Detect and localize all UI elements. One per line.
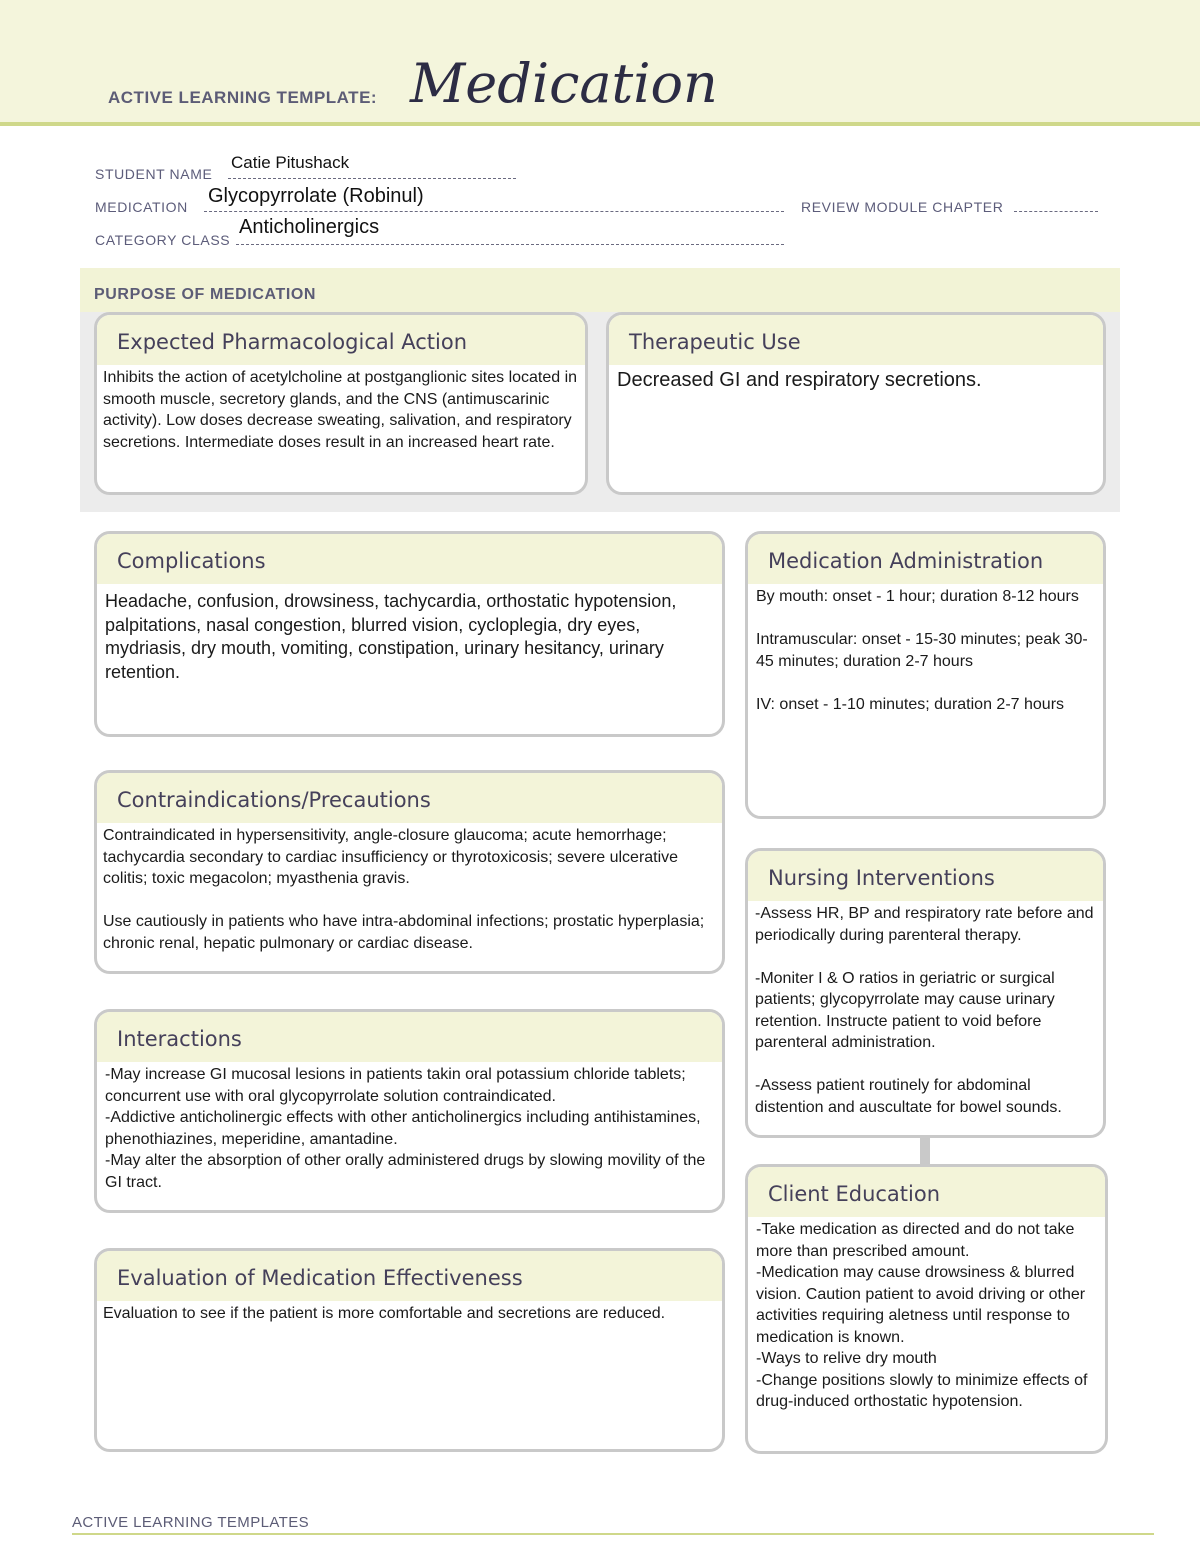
client-education-box — [745, 1164, 1108, 1454]
complications-text[interactable]: Headache, confusion, drowsiness, tachycardia, orthostatic hypotension, palpitations, nasal congestion, blurred vision, cycloplegia, dry eyes, mydriasis, dry mouth, vomiting, constipation, urinary hesitancy, urinary retention. — [105, 591, 677, 682]
student-name-field[interactable]: Catie Pitushack — [231, 153, 350, 172]
medication-administration-heading: Medication Administration — [748, 534, 1103, 584]
contraindications-text[interactable]: Contraindicated in hypersensitivity, angle-closure glaucoma; acute hemorrhage; tachycardia secondary to cardiac insufficiency or thyrotoxicosis; severe ulcerative colitis; toxic megacolon; myasthenia gravis. Use cautiously in patients who have intra-abdominal infections; prostatic hyperplasia; chronic renal, hepatic pulmonary or cardiac disease. — [103, 827, 705, 952]
client-education-heading: Client Education — [748, 1167, 1105, 1217]
footer-rule — [72, 1533, 1154, 1535]
interactions-heading: Interactions — [97, 1012, 722, 1062]
nursing-interventions-heading: Nursing Interventions — [748, 851, 1103, 901]
category-class-label: CATEGORY CLASS — [95, 232, 231, 248]
review-module-line — [1014, 211, 1098, 212]
purpose-title: PURPOSE OF MEDICATION — [94, 286, 317, 303]
contraindications-heading: Contraindications/Precautions — [97, 773, 722, 823]
medication-field[interactable]: Glycopyrrolate (Robinul) — [208, 185, 424, 207]
template-title: Medication — [410, 52, 718, 115]
medication-label: MEDICATION — [95, 199, 188, 215]
expected-action-heading: Expected Pharmacological Action — [97, 315, 585, 365]
footer-label: ACTIVE LEARNING TEMPLATES — [72, 1514, 309, 1531]
header-rule — [0, 122, 1200, 126]
therapeutic-use-box — [606, 312, 1106, 495]
evaluation-box — [94, 1248, 725, 1452]
client-education-text[interactable]: -Take medication as directed and do not take more than prescribed amount. -Medication may cause drowsiness & blurred vision. Caution patient to avoid driving or other activities requiring aletness until response to medication is known. -Ways to relive dry mouth -Change positions slowly to minimize effects of drug-induced orthostatic hypotension. — [756, 1221, 1088, 1410]
nursing-interventions-text[interactable]: -Assess HR, BP and respiratory rate before and periodically during parenteral therapy. -Moniter I & O ratios in geriatric or surgical patients; glycopyrrolate may cause urinary retention. Instructe patient to void before parenteral administration. -Assess patient routinely for abdominal distention and auscultate for bowel sounds. — [755, 905, 1094, 1116]
student-name-line — [228, 178, 516, 179]
therapeutic-use-text[interactable]: Decreased GI and respiratory secretions. — [617, 369, 982, 391]
medication-line — [204, 211, 784, 212]
student-name-label: STUDENT NAME — [95, 166, 213, 182]
evaluation-text[interactable]: Evaluation to see if the patient is more comfortable and secretions are reduced. — [103, 1305, 666, 1322]
expected-action-box — [94, 312, 588, 495]
nursing-interventions-box — [745, 848, 1106, 1138]
complications-heading: Complications — [97, 534, 722, 584]
template-label: ACTIVE LEARNING TEMPLATE: — [108, 88, 378, 107]
therapeutic-use-heading: Therapeutic Use — [609, 315, 1103, 365]
box-connector — [920, 1136, 930, 1166]
medication-administration-box — [745, 531, 1106, 819]
interactions-box — [94, 1009, 725, 1213]
evaluation-heading: Evaluation of Medication Effectiveness — [97, 1251, 722, 1301]
expected-action-text[interactable]: Inhibits the action of acetylcholine at postganglionic sites located in smooth muscle, secretory glands, and the CNS (antimuscarinic activity). Low doses decrease sweating, salivation, and respiratory secretions. Intermediate doses result in an increased heart rate. — [103, 369, 578, 451]
interactions-text[interactable]: -May increase GI mucosal lesions in patients takin oral potassium chloride tablets; concurrent use with oral glycopyrrolate solution contraindicated. -Addictive anticholinergic effects with other anticholinergics including antihistamines, phenothiazines, meperidine, amantadine. -May alter the absorption of other orally administered drugs by slowing movility of the GI tract. — [105, 1066, 706, 1191]
medication-administration-text[interactable]: By mouth: onset - 1 hour; duration 8-12 hours Intramuscular: onset - 15-30 minutes; peak 30-45 minutes; duration 2-7 hours IV: onset - 1-10 minutes; duration 2-7 hours — [756, 588, 1088, 713]
complications-box — [94, 531, 725, 737]
contraindications-box — [94, 770, 725, 974]
review-module-label: REVIEW MODULE CHAPTER — [801, 199, 1004, 215]
category-class-line — [236, 244, 784, 245]
category-class-field[interactable]: Anticholinergics — [239, 216, 380, 238]
